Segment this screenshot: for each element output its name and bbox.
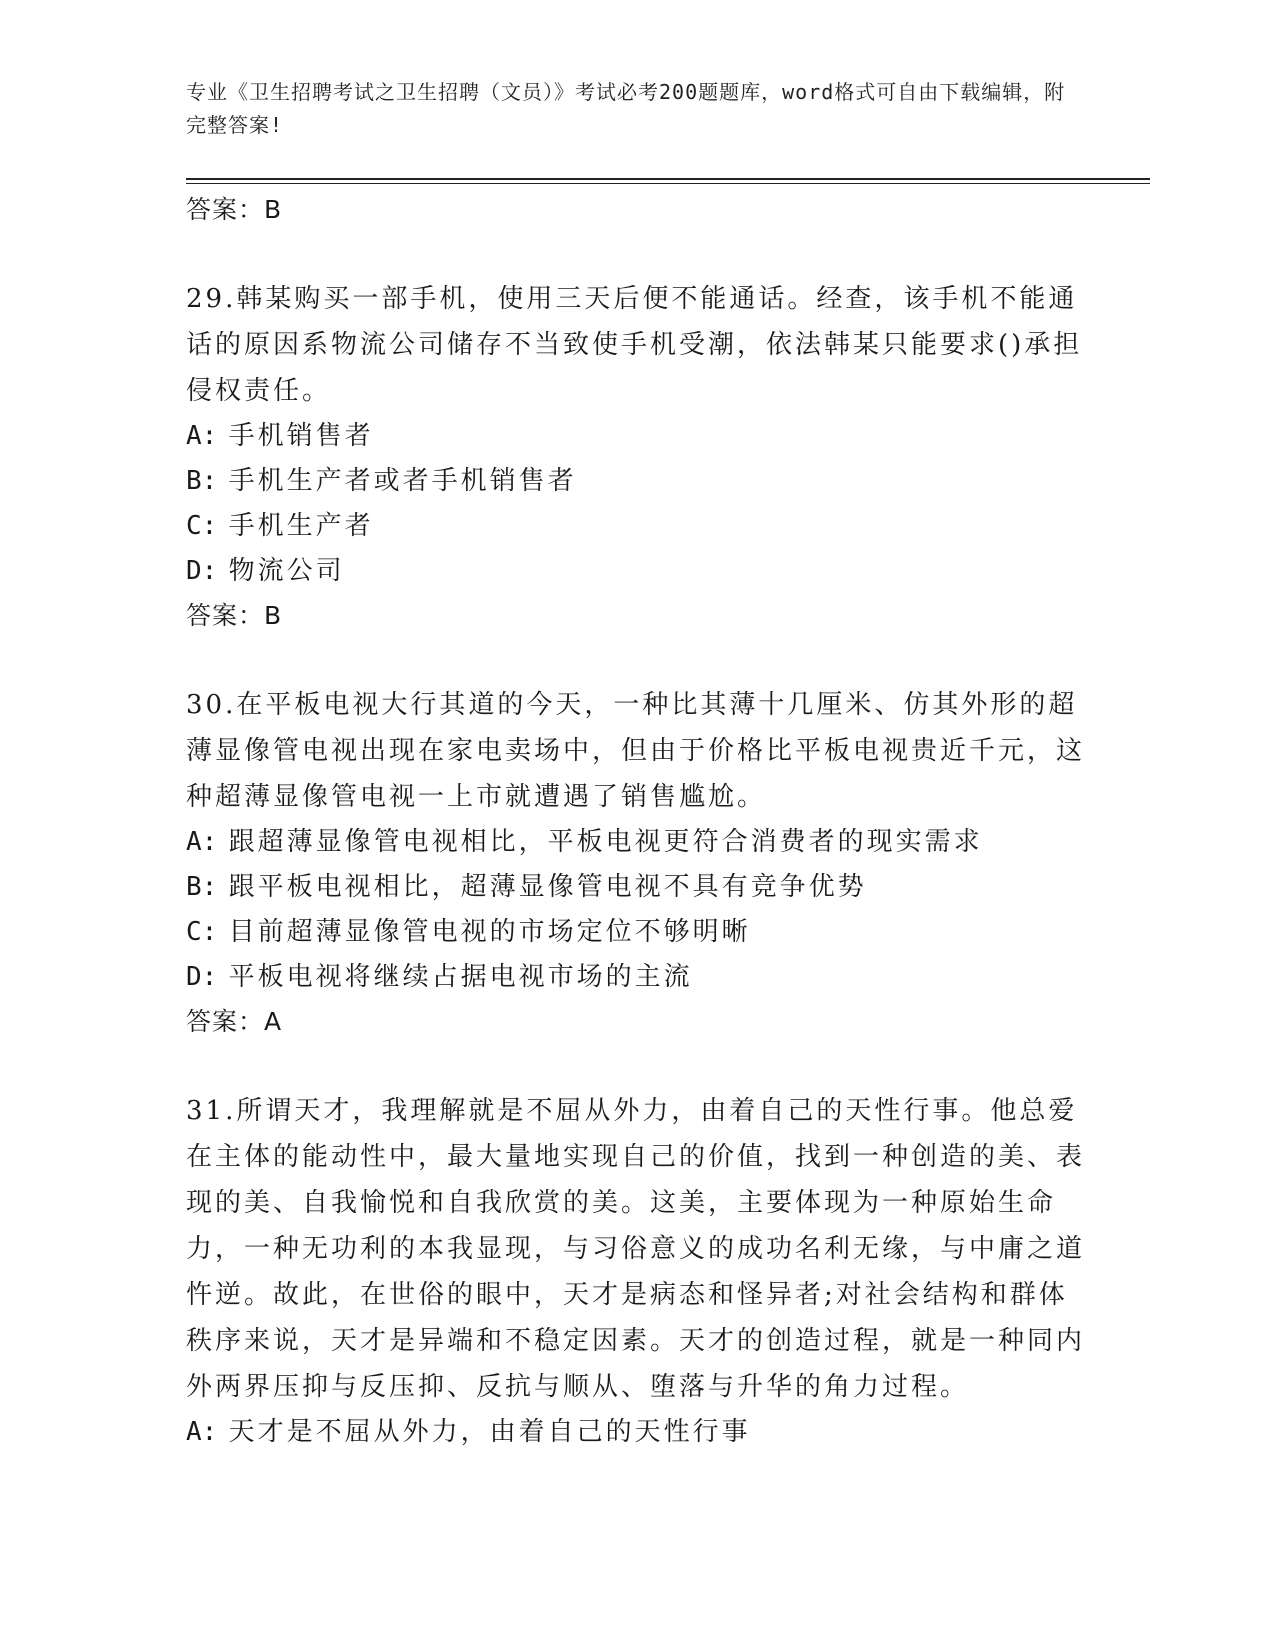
option-c xyxy=(186,910,1086,955)
option-key: A: xyxy=(186,421,218,451)
question-29 xyxy=(186,276,1086,638)
option-key: C: xyxy=(186,511,218,541)
answer-line: 答案：B xyxy=(186,601,283,630)
option-key: B: xyxy=(186,466,218,496)
option-a xyxy=(186,820,1086,865)
option-d xyxy=(186,955,1086,1000)
answer-line: 答案：B xyxy=(186,195,283,224)
question-stem: 30.在平板电视大行其道的今天，一种比其薄十几厘米、仿其外形的超薄显像管电视出现在家电卖场中，但由于价格比平板电视贵近千元，这种超薄显像管电视一上市就遭遇了销售尴尬。 xyxy=(186,690,1086,812)
header-rule-thin xyxy=(186,183,1150,184)
option-c xyxy=(186,504,1086,549)
option-text: 跟超薄显像管电视相比，平板电视更符合消费者的现实需求 xyxy=(228,827,983,857)
answer-line: 答案：A xyxy=(186,1007,283,1036)
option-d xyxy=(186,549,1086,594)
option-key: A: xyxy=(186,1417,218,1447)
option-a xyxy=(186,414,1086,459)
page-header: 专业《卫生招聘考试之卫生招聘（文员）》考试必考200题题库，word格式可自由下载编辑，附完整答案! xyxy=(186,80,1066,137)
option-key: D: xyxy=(186,962,218,992)
question-31 xyxy=(186,1088,1086,1455)
option-text: 平板电视将继续占据电视市场的主流 xyxy=(228,962,693,992)
question-stem: 31.所谓天才，我理解就是不屈从外力，由着自己的天性行事。他总爱在主体的能动性中，最大量地实现自己的价值，找到一种创造的美、表现的美、自我愉悦和自我欣赏的美。这美，主要体现为一种原始生命力，一种无功利的本我显现，与习俗意义的成功名利无缘，与中庸之道忤逆。故此，在世俗的眼中，天才是病态和怪异者;对社会结构和群体秩序来说，天才是异端和不稳定因素。天才的创造过程，就是一种同内外两界压抑与反压抑、反抗与顺从、堕落与升华的角力过程。 xyxy=(186,1096,1086,1402)
option-text: 目前超薄显像管电视的市场定位不够明晰 xyxy=(228,917,751,947)
option-text: 手机生产者或者手机销售者 xyxy=(228,466,577,496)
question-stem: 29.韩某购买一部手机，使用三天后便不能通话。经查，该手机不能通话的原因系物流公司储存不当致使手机受潮，依法韩某只能要求()承担侵权责任。 xyxy=(186,284,1083,406)
option-key: B: xyxy=(186,872,218,902)
option-text: 跟平板电视相比，超薄显像管电视不具有竞争优势 xyxy=(228,872,867,902)
header-rule-thick xyxy=(186,178,1150,180)
option-text: 手机生产者 xyxy=(228,511,374,541)
option-b xyxy=(186,865,1086,910)
option-key: C: xyxy=(186,917,218,947)
option-key: A: xyxy=(186,827,218,857)
spacer xyxy=(186,638,1086,682)
option-b xyxy=(186,459,1086,504)
option-text: 天才是不屈从外力，由着自己的天性行事 xyxy=(228,1417,751,1447)
question-30 xyxy=(186,682,1086,1044)
option-text: 物流公司 xyxy=(228,556,345,586)
spacer xyxy=(186,232,1086,276)
option-key: D: xyxy=(186,556,218,586)
spacer xyxy=(186,1044,1086,1088)
question-list xyxy=(186,188,1086,1455)
option-a xyxy=(186,1410,1086,1455)
option-text: 手机销售者 xyxy=(228,421,374,451)
